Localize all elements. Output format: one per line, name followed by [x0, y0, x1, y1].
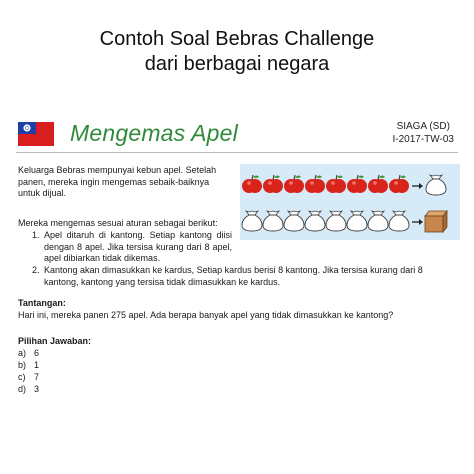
apple-icon [326, 175, 346, 193]
bag-icon [284, 211, 304, 231]
task-level: SIAGA (SD) [396, 121, 450, 132]
rule-1-number: 1. [32, 230, 40, 240]
arrow-right-icon [412, 183, 423, 189]
choice-a [18, 348, 78, 360]
choice-a-label: a) [18, 348, 27, 358]
bag-icon [347, 211, 367, 231]
task-card [10, 112, 464, 412]
choice-d-value: 3 [34, 384, 40, 394]
banner-title-line-2: dari berbagai negara [144, 53, 330, 75]
choice-b [18, 360, 78, 372]
choice-c [18, 372, 78, 384]
rule-2-number: 2. [32, 265, 40, 275]
task-code: I-2017-TW-03 [392, 134, 454, 145]
header-divider [16, 152, 458, 153]
taiwan-flag-icon [18, 122, 54, 146]
choices-heading: Pilihan Jawaban: [18, 336, 92, 346]
bag-icon [242, 211, 262, 231]
task-title: Mengemas Apel [70, 120, 238, 146]
bag-icon [326, 211, 346, 231]
choice-d [18, 384, 78, 396]
bag-icon [426, 175, 446, 195]
intro-paragraph: Keluarga Bebras mempunyai kebun apel. Setelah panen, mereka ingin mengemas sebaik-baiknya untuk dijual. [18, 165, 217, 198]
apple-icon [263, 175, 283, 193]
apple-icon [305, 175, 325, 193]
bag-icon [368, 211, 388, 231]
arrow-right-icon [412, 219, 423, 225]
choice-c-value: 7 [34, 372, 40, 382]
page-banner [0, 0, 474, 100]
choice-a-value: 6 [34, 348, 40, 358]
apple-icon [242, 175, 262, 193]
bag-icon [263, 211, 283, 231]
apple-icon [368, 175, 388, 193]
packing-illustration-svg [240, 164, 460, 240]
packing-illustration [240, 164, 460, 240]
choice-b-label: b) [18, 360, 27, 370]
apple-icon [389, 175, 409, 193]
rule-2-text: Kantong akan dimasukkan ke kardus, Setiap kardus berisi 8 kantong. Jika tersisa kurang dari 8 kantong, kantong yang tersisa tidak dimasukkan ke kardus. [44, 265, 423, 287]
banner-title-line-1: Contoh Soal Bebras Challenge [99, 28, 375, 50]
bag-icon [305, 211, 325, 231]
box-icon [425, 211, 447, 232]
choice-c-label: c) [18, 372, 26, 382]
rule-1-text: Apel ditaruh di kantong. Setiap kantong diisi dengan 8 apel. Jika tersisa kurang dari 8 apel, apel dibiarkan tidak dikemas. [44, 230, 232, 263]
apple-icon [284, 175, 304, 193]
challenge-heading: Tantangan: [18, 298, 66, 308]
challenge-question: Hari ini, mereka panen 275 apel. Ada berapa banyak apel yang tidak dimasukkan ke kantong? [18, 310, 394, 320]
task-meta [392, 120, 454, 146]
apple-icon [347, 175, 367, 193]
rules-lead: Mereka mengemas sesuai aturan sebagai berikut: [18, 218, 218, 228]
choice-b-value: 1 [34, 360, 40, 370]
bag-icon [389, 211, 409, 231]
choice-d-label: d) [18, 384, 27, 394]
